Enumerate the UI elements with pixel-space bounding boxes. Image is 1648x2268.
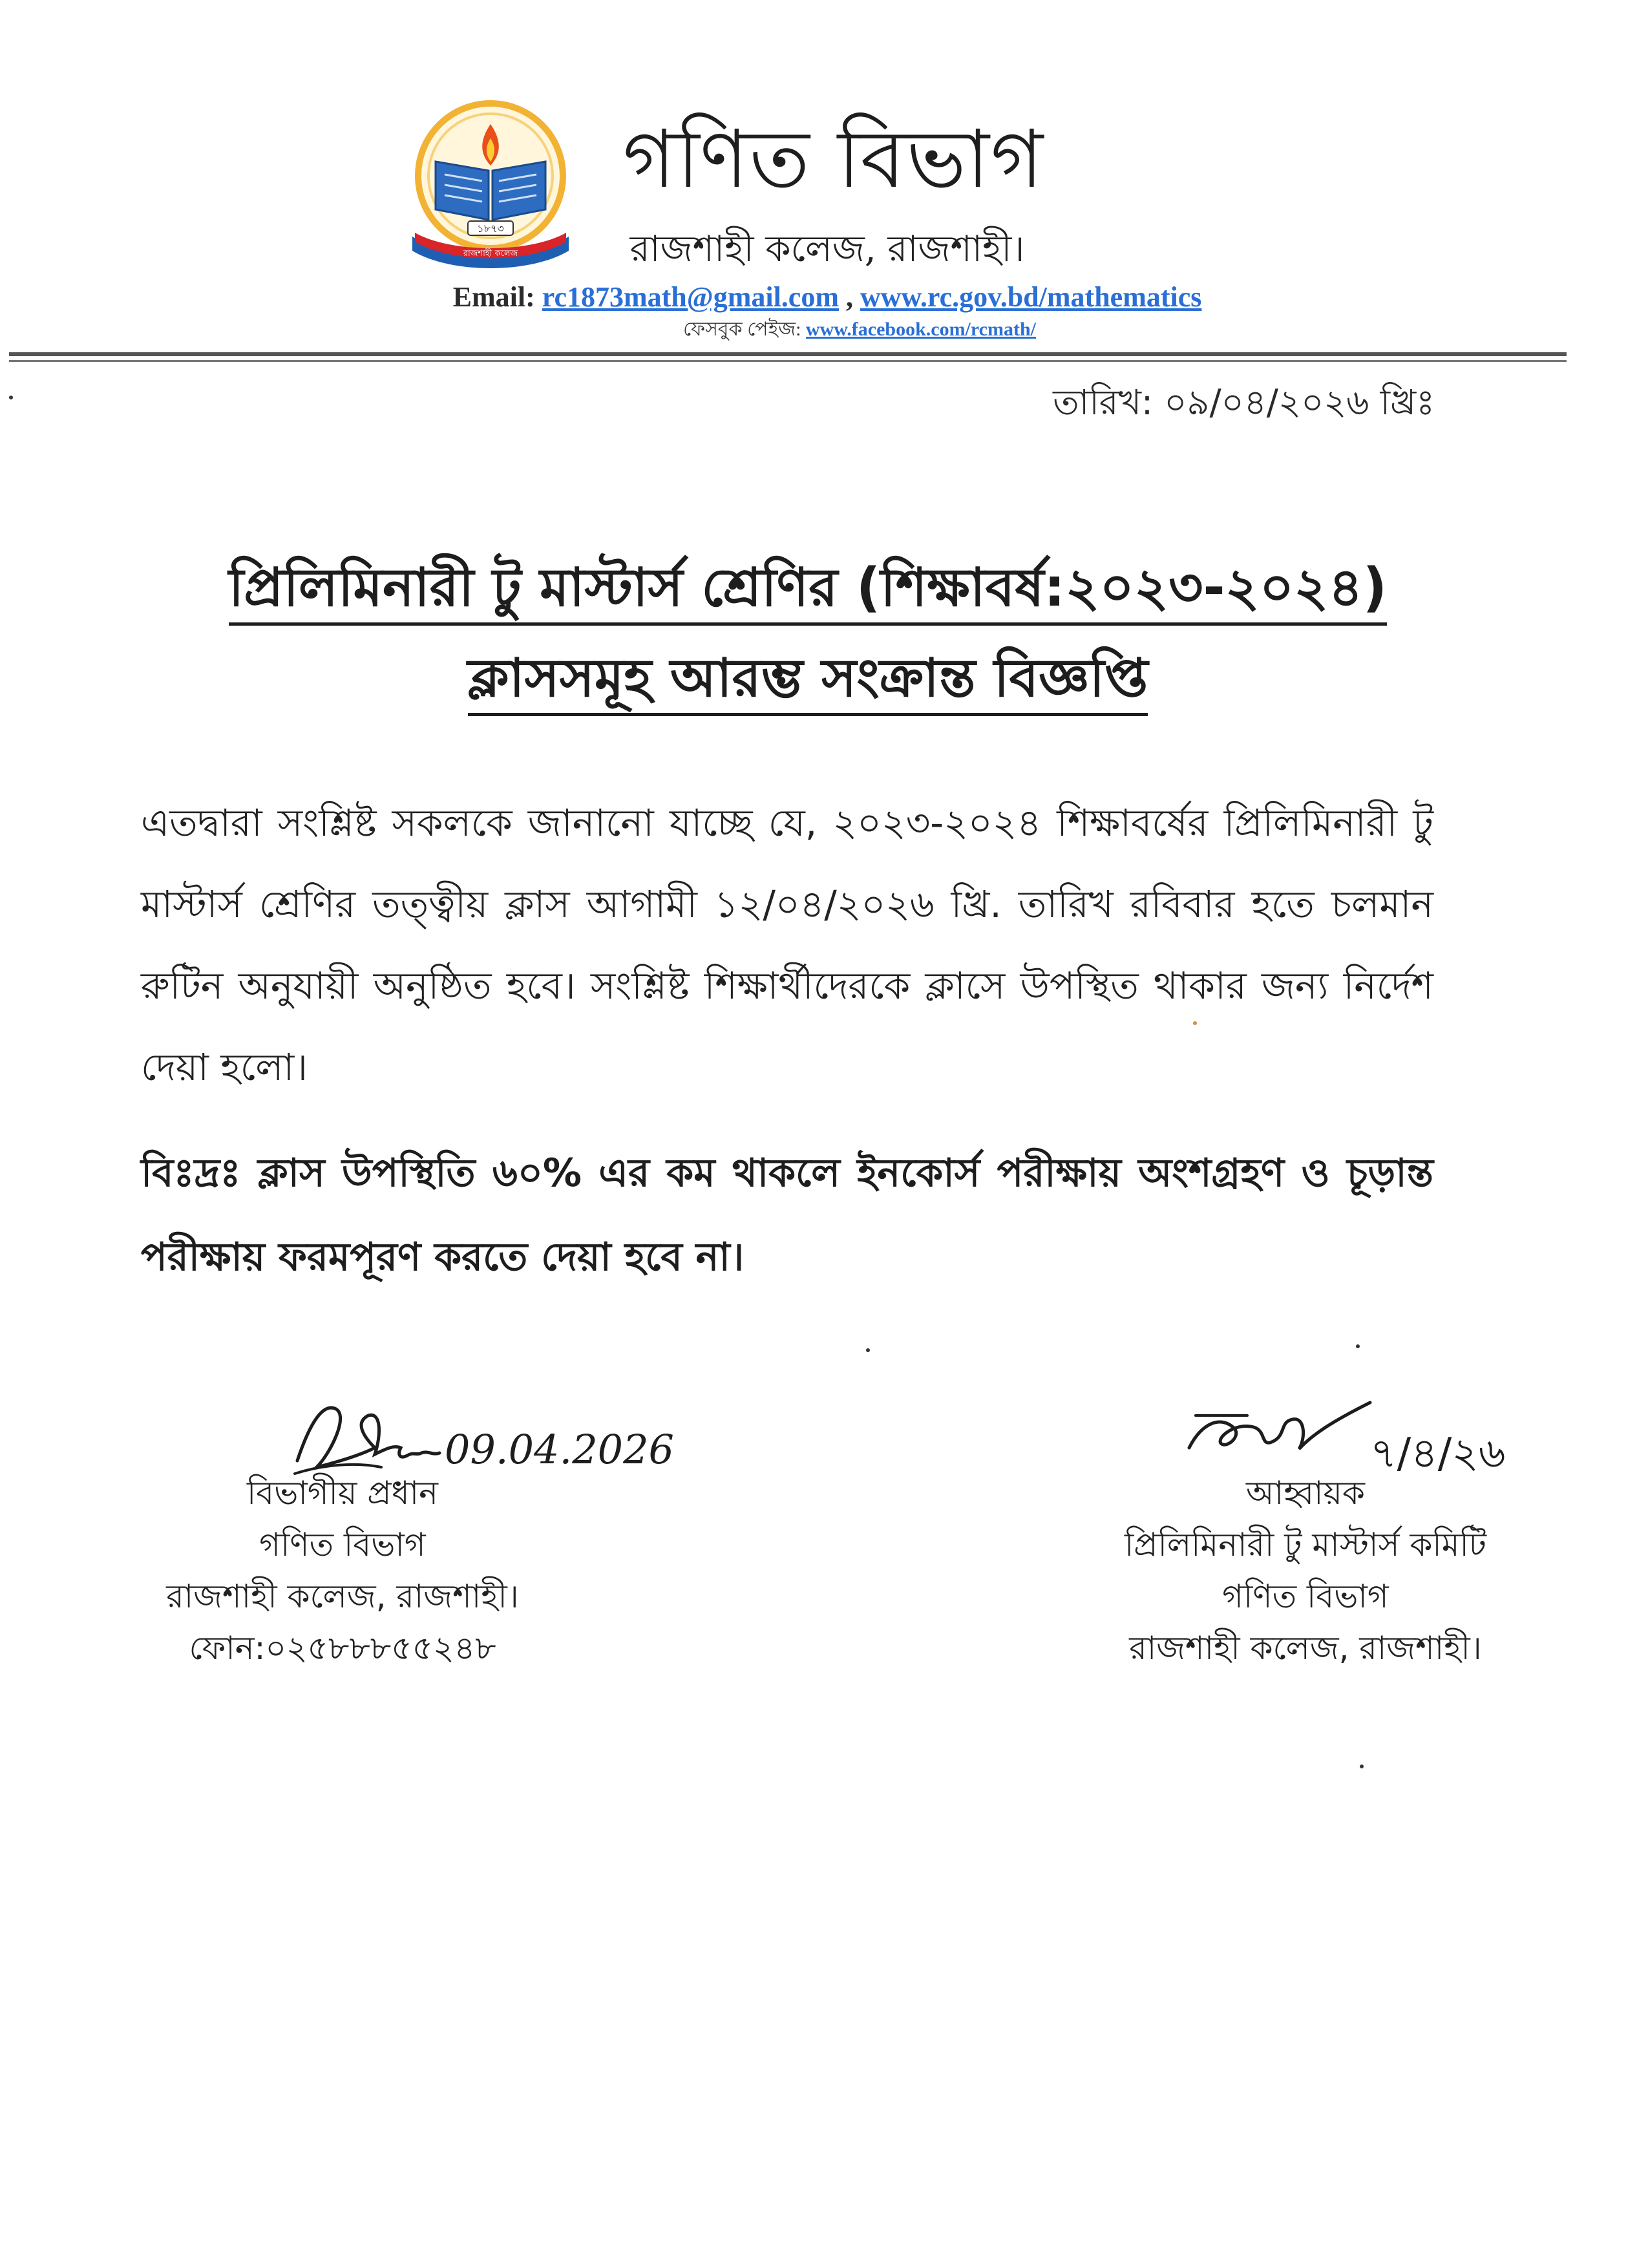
left-signatory-college: রাজশাহী কলেজ, রাজশাহী।: [166, 1578, 519, 1615]
email-label: Email:: [452, 281, 535, 313]
scan-speck: [9, 396, 13, 399]
left-signature-date: 09.04.2026: [445, 1426, 674, 1473]
notice-note: বিঃদ্রঃ ক্লাস উপস্থিতি ৬০% এর কম থাকলে ইনকোর্স পরীক্ষায় অংশগ্রহণ ও চূড়ান্ত পরীক্ষায় ফরমপূরণ করতে দেয়া হবে না।: [141, 1150, 1433, 1280]
scan-speck: [1193, 1021, 1197, 1025]
right-signatory-block: [1008, 1467, 1603, 1674]
notice-date: তারিখ: ০৯/০৪/২০২৬ খ্রিঃ: [1053, 382, 1435, 423]
right-signatory-dept: গণিত বিভাগ: [1222, 1578, 1389, 1615]
notice-body: এতদ্বারা সংশ্লিষ্ট সকলকে জানানো যাচ্ছে যে, ২০২৩-২০২৪ শিক্ষাবর্ষের প্রিলিমিনারী টু মাস্টার্স শ্রেণির তত্ত্বীয় ক্লাস আগামী ১২/০৪/২০২৬ খ্রি. তারিখ রবিবার হতে চলমান রুটিন অনুযায়ী অনুষ্ঠিত হবে। সংশ্লিষ্ট শিক্ষার্থীদেরকে ক্লাসে উপস্থিত থাকার জন্য নির্দেশ দেয়া হলো।: [141, 801, 1433, 1089]
scan-speck: [866, 1348, 870, 1352]
contact-separator: ,: [845, 281, 853, 313]
right-signatory-college: রাজশাহী কলেজ, রাজশাহী।: [1129, 1629, 1482, 1667]
college-address: রাজশাহী কলেজ, রাজশাহী।: [629, 228, 1025, 270]
right-signature-date: ৭/৪/২৬: [1370, 1430, 1506, 1478]
facebook-label: ফেসবুক পেইজ:: [683, 319, 801, 340]
notice-title-text-1: প্রিলিমিনারী টু মাস্টার্স শ্রেণির (শিক্ষাবর্ষ:২০২৩-২০২৪): [229, 557, 1387, 626]
college-logo: [406, 98, 575, 268]
facebook-link[interactable]: www.facebook.com/rcmath/: [805, 319, 1036, 340]
department-title: গণিত বিভাগ: [622, 113, 1045, 206]
right-signatory-title: আহ্বায়ক: [1246, 1474, 1365, 1512]
left-signatory-dept: গণিত বিভাগ: [259, 1526, 426, 1563]
left-signatory-block: [116, 1467, 569, 1674]
facebook-line: [569, 317, 1150, 343]
header-divider: [9, 352, 1567, 356]
logo-year: ১৮৭৩: [477, 222, 504, 235]
contact-line: [323, 278, 1331, 317]
logo-text: রাজশাহী কলেজ: [463, 249, 518, 259]
scan-speck: [1360, 1765, 1364, 1768]
email-link[interactable]: rc1873math@gmail.com: [542, 281, 839, 313]
website-link[interactable]: www.rc.gov.bd/mathematics: [860, 281, 1202, 313]
left-signatory-phone: ফোন:০২৫৮৮৮৫৫২৪৮: [189, 1629, 496, 1667]
left-signatory-title: বিভাগীয় প্রধান: [247, 1474, 438, 1512]
right-signatory-committee: প্রিলিমিনারী টু মাস্টার্স কমিটি: [1124, 1526, 1487, 1563]
header-divider-thin: [9, 360, 1567, 362]
notice-title-line-2: [194, 646, 1422, 711]
notice-title-text-2: ক্লাসসমূহ আরম্ভ সংক্রান্ত বিজ্ঞপ্তি: [468, 648, 1148, 716]
scan-speck: [1356, 1344, 1360, 1348]
notice-title-line-1: [194, 556, 1422, 620]
